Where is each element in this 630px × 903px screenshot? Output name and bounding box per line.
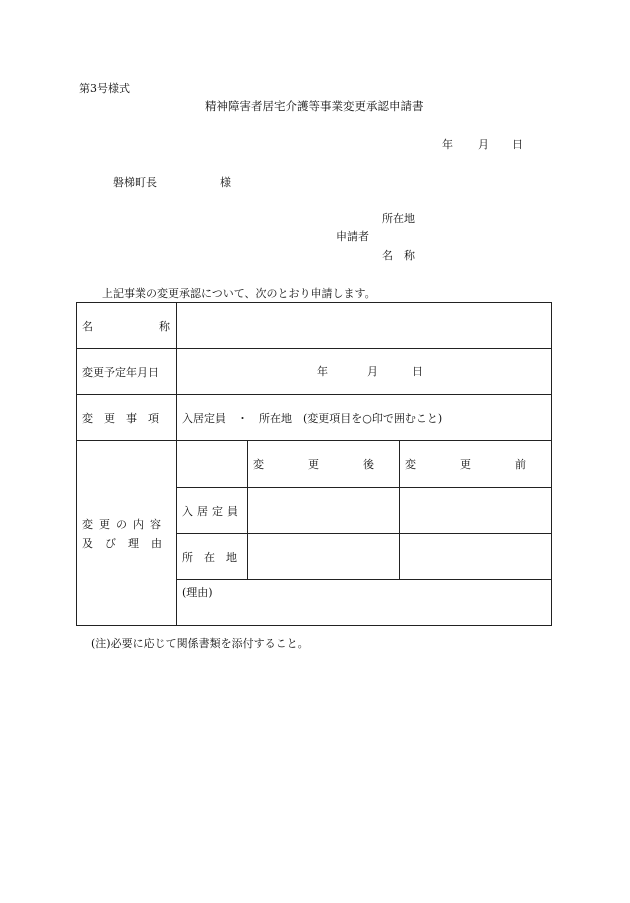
items-row-label: 変 更 事 項 [77, 395, 177, 441]
footnote: (注)必要に応じて関係書類を添付すること。 [91, 637, 309, 650]
reason-field[interactable]: (理由) [177, 580, 552, 626]
content-row-label: 変更の内容 及び理由 [77, 441, 177, 626]
change-items-field[interactable]: 入居定員 ・ 所在地 (変更項目を○印で囲むこと) [177, 395, 552, 441]
change-date-year: 年 [317, 364, 328, 378]
sub-header-blank [177, 441, 248, 488]
application-table [76, 302, 552, 626]
addressee-name: 磐梯町長 [113, 176, 157, 189]
table-row [77, 395, 552, 441]
col-before-header: 変 更 前 [400, 441, 552, 488]
applicant-name-label: 名 称 [382, 249, 415, 262]
address-after-field[interactable] [248, 534, 400, 580]
sub-capacity-label: 入居定員 [177, 488, 248, 534]
name-field[interactable] [177, 303, 552, 349]
form-number: 第3号様式 [79, 82, 130, 95]
capacity-after-field[interactable] [248, 488, 400, 534]
applicant-address-label: 所在地 [382, 212, 415, 225]
document-title: 精神障害者居宅介護等事業変更承認申請書 [205, 99, 424, 113]
applicant-label: 申請者 [336, 230, 369, 243]
col-after-header: 変 更 後 [248, 441, 400, 488]
change-date-month: 月 [367, 364, 378, 378]
intro-text: 上記事業の変更承認について、次のとおり申請します。 [102, 287, 376, 300]
date-row-label: 変更予定年月日 [77, 349, 177, 395]
address-before-field[interactable] [400, 534, 552, 580]
date-day: 日 [512, 138, 523, 151]
change-date-field[interactable] [177, 349, 552, 395]
table-row [77, 441, 552, 488]
table-row [77, 349, 552, 395]
capacity-before-field[interactable] [400, 488, 552, 534]
sub-address-label: 所 在 地 [177, 534, 248, 580]
date-year: 年 [442, 138, 453, 151]
name-row-label: 名 称 [77, 303, 177, 349]
addressee-honorific: 様 [220, 176, 231, 189]
date-month: 月 [478, 138, 489, 151]
change-date-day: 日 [412, 364, 423, 378]
table-row [77, 303, 552, 349]
